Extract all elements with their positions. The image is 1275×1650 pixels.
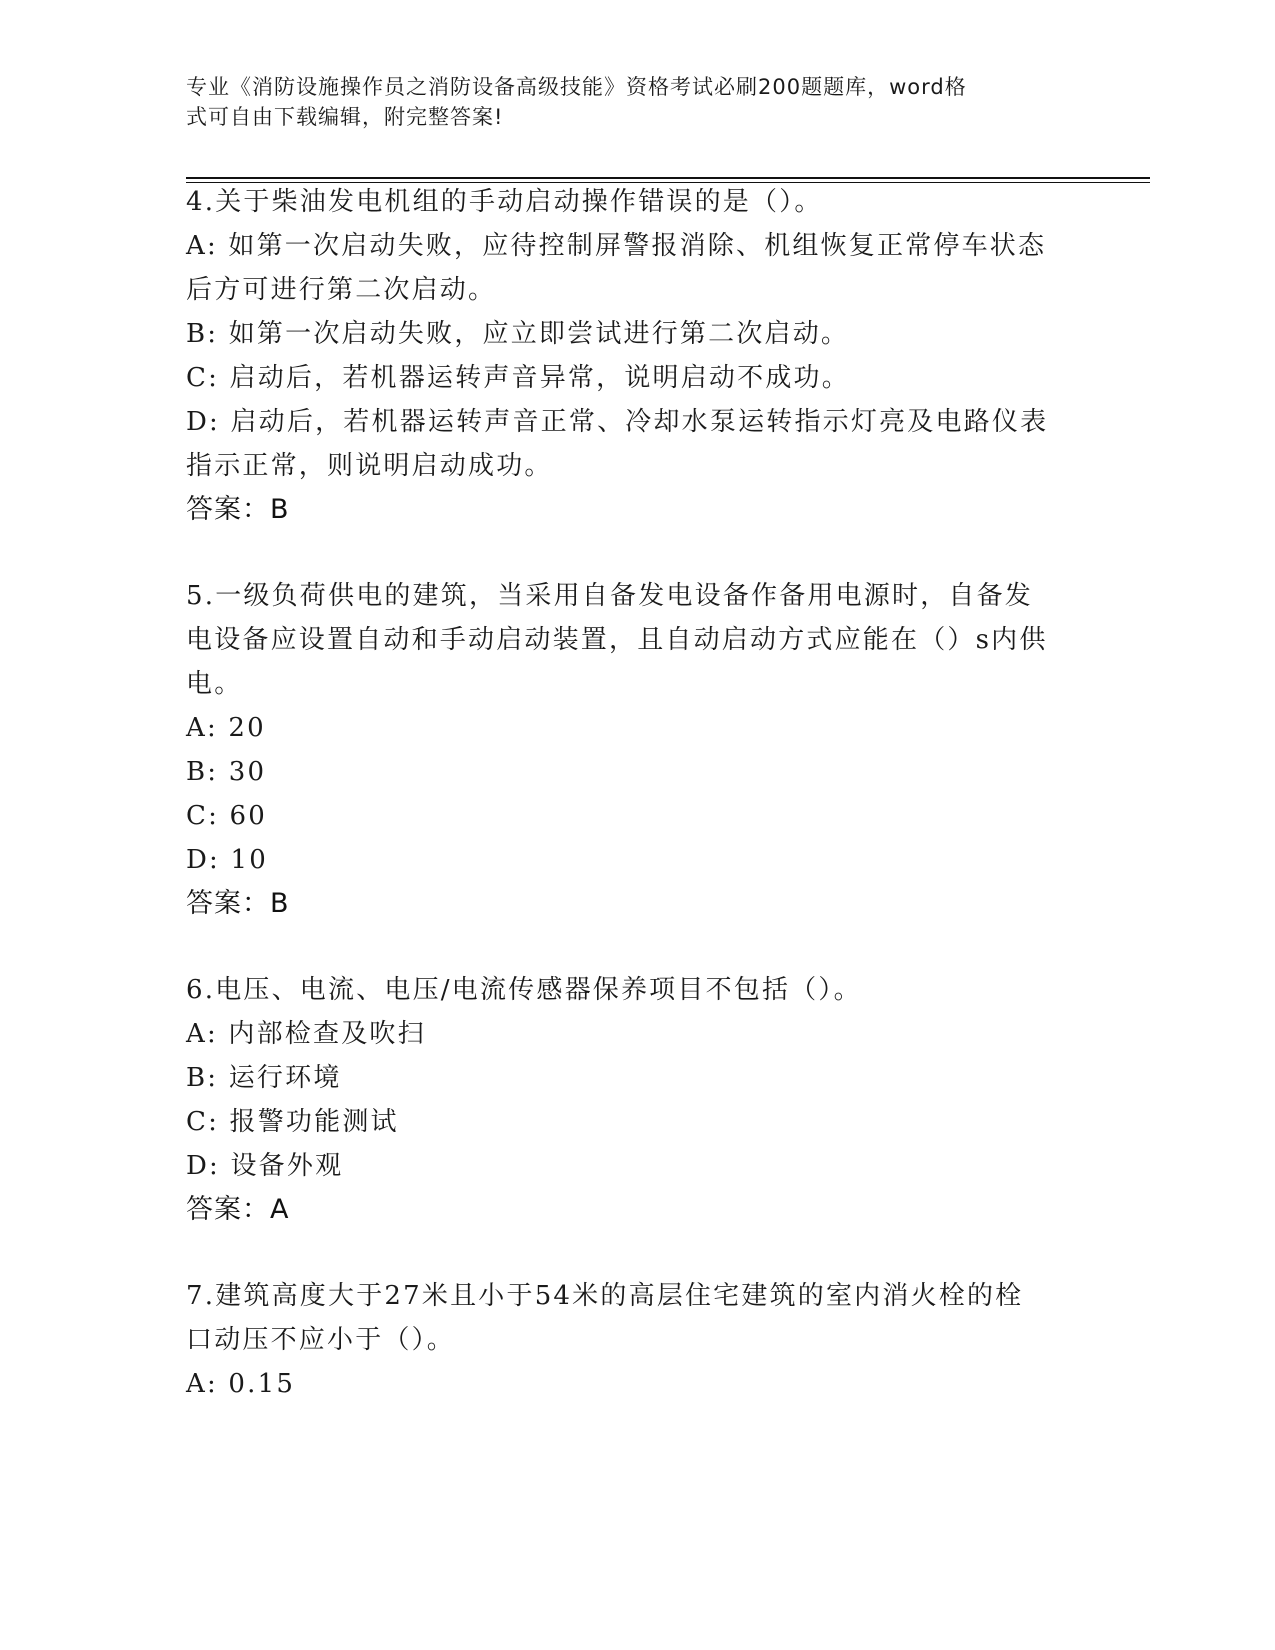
question-4-option-b: B: 如第一次启动失败，应立即尝试进行第二次启动。: [186, 319, 850, 349]
question-4-stem-line-1: 4.关于柴油发电机组的手动启动操作错误的是（）。: [186, 187, 823, 217]
question-5-option-b: B: 30: [186, 757, 267, 787]
header-rule-thick: [186, 177, 1150, 179]
question-5-answer: 答案：B: [186, 888, 290, 919]
header-text-line-1: 专业《消防设施操作员之消防设备高级技能》资格考试必刷200题题库，word格: [186, 75, 967, 99]
question-6-option-a: A: 内部检查及吹扫: [186, 1019, 426, 1049]
question-6-option-d: D: 设备外观: [186, 1151, 344, 1181]
question-5-option-c: C: 60: [186, 801, 268, 831]
question-5-stem-line-3: 电。: [186, 669, 243, 699]
question-4-option-a-line-1: A: 如第一次启动失败，应待控制屏警报消除、机组恢复正常停车状态: [186, 231, 1047, 261]
question-6-answer: 答案：A: [186, 1194, 290, 1225]
question-5-option-a: A: 20: [186, 713, 266, 743]
question-4-answer: 答案：B: [186, 494, 290, 525]
question-7-stem-line-1: 7.建筑高度大于27米且小于54米的高层住宅建筑的室内消火栓的栓: [186, 1281, 1024, 1311]
question-4-option-d-line-2: 指示正常，则说明启动成功。: [186, 451, 553, 481]
question-4-option-d-line-1: D: 启动后，若机器运转声音正常、冷却水泵运转指示灯亮及电路仪表: [186, 407, 1049, 437]
question-7-stem-line-2: 口动压不应小于（）。: [186, 1325, 456, 1355]
question-5-stem-line-2: 电设备应设置自动和手动启动装置，且自动启动方式应能在（）s内供: [186, 625, 1048, 655]
question-6-option-b: B: 运行环境: [186, 1063, 342, 1093]
question-5-option-d: D: 10: [186, 845, 268, 875]
question-6-stem-line-1: 6.电压、电流、电压/电流传感器保养项目不包括（）。: [186, 975, 862, 1005]
header-text-line-2: 式可自由下载编辑，附完整答案!: [186, 105, 504, 129]
question-4-option-a-line-2: 后方可进行第二次启动。: [186, 275, 497, 305]
question-4-option-c: C: 启动后，若机器运转声音异常，说明启动不成功。: [186, 363, 850, 393]
question-6-option-c: C: 报警功能测试: [186, 1107, 399, 1137]
question-5-stem-line-1: 5.一级负荷供电的建筑，当采用自备发电设备作备用电源时，自备发: [186, 581, 1034, 611]
question-7-option-a: A: 0.15: [186, 1369, 296, 1399]
